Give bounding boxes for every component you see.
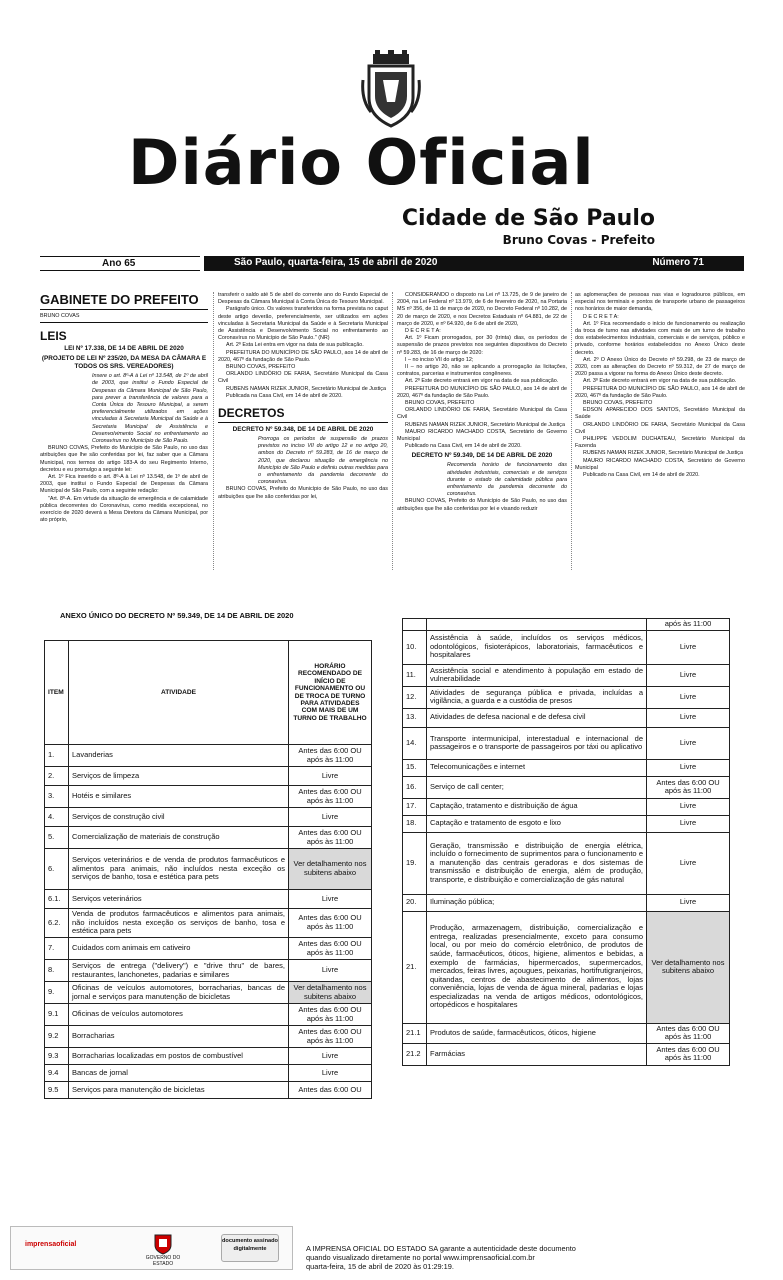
table-row [45, 909, 372, 938]
col-header-schedule: HORÁRIO RECOMENDADO DE INÍCIO DE FUNCIONAMENTO OU DE TROCA DE TURNO PARA ATIVIDADES COM MAIS DE UM TURNO DE TRABALHO [289, 641, 372, 745]
item-cell: 13. [403, 708, 427, 727]
activity-cell: Borracharias [69, 1026, 289, 1048]
paragraph: RUBENS NAMAN RIZEK JUNIOR, Secretário Municipal de Justiça [226, 385, 386, 392]
paragraph: PREFEITURA DO MUNICÍPIO DE SÃO PAULO, aos 14 de abril de 2020, 467º da fundação de São Paulo. [397, 385, 567, 399]
activity-cell: Atividades de segurança pública e privada, incluídas a vigilância, a guarda e a custódia de presos [427, 686, 647, 708]
paragraph: "Art. 8º-A. Em virtude da situação de emergência e de calamidade pública decorrentes do Coronavírus, como medida excepcional, no exercício de 2020 deverá a Mesa Diretora da Câmara Municipal, por ato próprio, [40, 495, 208, 524]
table-row [403, 1043, 730, 1065]
paragraph: Art. 1º Fica recomendado o início de funcionamento ou realização da troca de turno nas atividades com mais de um turno de trabalho dos estabelecimentos industriais, comerciais e de serviços, público e privado, conforme horários estabelecidos no Anexo Único deste decreto. [575, 320, 745, 356]
col-header-item: ITEM [45, 641, 69, 745]
activity-cell: Captação e tratamento de esgoto e lixo [427, 815, 647, 832]
item-cell: 18. [403, 815, 427, 832]
paragraph: as aglomerações de pessoas nas vias e logradouros públicos, em especial nos terminais e pontos de transporte urbano de passageiros nos horários de maior demanda, [575, 292, 745, 313]
col-header-activity: ATIVIDADE [69, 641, 289, 745]
item-cell: 9.5 [45, 1082, 69, 1099]
schedule-cell: Livre [647, 708, 730, 727]
table-row [403, 776, 730, 798]
item-cell: 12. [403, 686, 427, 708]
authenticity-note: A IMPRENSA OFICIAL DO ESTADO SA garante a autenticidade deste documento quando visualizado diretamente no portal www.imprensaoficial.com.br quarta-feira, 15 de abril de 2020 às 01:29:19. [306, 1244, 576, 1271]
item-cell: 6.1. [45, 890, 69, 909]
item-cell: 11. [403, 664, 427, 686]
schedule-cell: Livre [647, 664, 730, 686]
schedule-cell: Antes das 6:00 OU após às 11:00 [647, 1023, 730, 1043]
schedule-cell: Antes das 6:00 OU após às 11:00 [289, 786, 372, 808]
city-coat-of-arms-icon [361, 50, 421, 130]
schedule-cell: Antes das 6:00 OU após às 11:00 [647, 1043, 730, 1065]
activity-cell: Farmácias [427, 1043, 647, 1065]
item-cell: 4. [45, 808, 69, 827]
table-row [45, 1065, 372, 1082]
item-cell: 14. [403, 727, 427, 759]
item-cell: 9.4 [45, 1065, 69, 1082]
activity-cell: Borracharias localizadas em postos de combustível [69, 1048, 289, 1065]
issue-date: São Paulo, quarta-feira, 15 de abril de 2020 [234, 257, 438, 268]
paragraph: RUBENS NAMAN RIZEK JUNIOR, Secretário Municipal de Justiça [405, 421, 565, 428]
law-summary: Insere o art. 8º-A à Lei nº 13.548, de 1º de abril de 2003, que institui o Fundo Especial de Despesas da Câmara Municipal de São Paulo, para prever a transferência de valores para a Conta Única do Tesouro Municipal, a serem preferencialmente utilizados em ações vinculadas à Secretaria Municipal da Saúde e à Secretaria Municipal de Assistência e Desenvolvimento Social no enfrentamento ao Coronavírus no Município de São Paulo. [92, 373, 208, 445]
schedule-cell: Antes das 6:00 OU após às 11:00 [289, 1026, 372, 1048]
activity-cell: Comercialização de materiais de construção [69, 827, 289, 849]
schedule-cell: Livre [289, 1048, 372, 1065]
activity-cell: Produção, armazenagem, distribuição, comercialização e entrega, realizadas presencialmente, exceto para consumo local, ou por meio do comércio eletrônico, de produtos de saúde, farmacêuticos, óticos, higiene, alimentos e bebidas, a exemplo de farmácias, hipermercados, supermercados, mercados, feiras livres, açougues, peixarias, hortifrutigranjeiros, quitandas, centros de abastecimento de alimentos, lojas conveniência, lojas de venda de água mineral, padarias e lojas especializadas na venda de artigos médicos, odontológicos, ortopédicos e hospitalares [427, 911, 647, 1023]
schedule-cell: Livre [289, 808, 372, 827]
schedule-cell: Antes das 6:00 OU após às 11:00 [289, 938, 372, 960]
schedule-cell: Livre [289, 960, 372, 982]
item-cell: 20. [403, 894, 427, 911]
paragraph: ORLANDO LINDÓRIO DE FARIA, Secretário Municipal da Casa Civil [575, 421, 745, 435]
annex-table-right [402, 618, 730, 1066]
table-row [45, 827, 372, 849]
activity-cell: Serviços para manutenção de bicicletas [69, 1082, 289, 1099]
item-cell: 9. [45, 982, 69, 1004]
schedule-cell: após às 11:00 [647, 619, 730, 631]
item-cell: 9.1 [45, 1004, 69, 1026]
item-cell: 6. [45, 849, 69, 890]
column-3 [397, 292, 567, 513]
paragraph: transferir o saldo até 5 de abril do corrente ano do Fundo Especial de Despesas da Câmara Municipal à Conta Única do Tesouro Municipal. [218, 292, 388, 306]
activity-cell: Telecomunicações e internet [427, 759, 647, 776]
digital-signature-stamp: documento assinado digitalmente [221, 1234, 279, 1262]
imprensa-oficial-logo: imprensaoficial [25, 1241, 77, 1248]
item-cell: 17. [403, 798, 427, 815]
paragraph: Art. 1º Fica inserido o art. 8º-A à Lei nº 13.548, de 1º de abril de 2003, que institui o Fundo Especial de Despesas da Câmara Municipal de São Paulo, com a seguinte redação: [40, 474, 208, 495]
paragraph: Art. 2º O Anexo Único do Decreto nº 59.298, de 23 de março de 2020, com as alterações do Decreto nº 59.312, de 27 de março de 2020 passa a vigorar na forma do Anexo Único deste decreto. [575, 356, 745, 378]
issue-number: Número 71 [652, 257, 704, 268]
paragraph: Art. 1º Ficam prorrogados, por 30 (trinta) dias, os períodos de suspensão de prazos previstos nos seguintes dispositivos do Decreto nº 59.283, de 16 de março de 2020: [397, 335, 567, 356]
item-cell: 21. [403, 911, 427, 1023]
schedule-cell: Ver detalhamento nos subitens abaixo [289, 982, 372, 1004]
table-row [45, 1082, 372, 1099]
schedule-cell: Livre [647, 630, 730, 664]
schedule-cell: Livre [647, 759, 730, 776]
paragraph: BRUNO COVAS, Prefeito do Município de São Paulo, no uso das atribuições que lhe são conferidas por lei, [218, 486, 388, 500]
table-row [403, 708, 730, 727]
annex-table-left [44, 640, 372, 1099]
item-cell: 21.2 [403, 1043, 427, 1065]
paragraph: CONSIDERANDO o disposto na Lei nº 13.725, de 9 de janeiro de 2004, na Lei Federal nº 13.979, de 6 de fevereiro de 2020, na Portaria MS nº 356, de 11 de março de 2020, no Decreto Federal nº 10.282, de 20 de março de 2020, e nos Decretos Estaduais nº 64.881, de 22 de março de 2020, e nº 64.920, de 6 de abril de 2020, [397, 292, 567, 327]
item-cell: 15. [403, 759, 427, 776]
activity-cell: Oficinas de veículos automotores [69, 1004, 289, 1026]
schedule-cell: Livre [647, 798, 730, 815]
item-cell: 9.2 [45, 1026, 69, 1048]
activity-cell: Serviços de entrega ("delivery") e "drive thru" de bares, restaurantes, lanchonetes, padarias e similares [69, 960, 289, 982]
paragraph: BRUNO COVAS, PREFEITO [405, 400, 475, 407]
table-row [403, 686, 730, 708]
table-row [45, 1048, 372, 1065]
activity-cell: Lavanderias [69, 745, 289, 767]
table-row [45, 1004, 372, 1026]
table-row [403, 798, 730, 815]
decree-title: DECRETO Nº 59.349, DE 14 DE ABRIL DE 2020 [411, 452, 553, 460]
schedule-cell: Antes das 6:00 OU após às 11:00 [289, 1004, 372, 1026]
item-cell: 10. [403, 630, 427, 664]
activity-cell: Assistência social e atendimento à população em estado de vulnerabilidade [427, 664, 647, 686]
table-row [403, 832, 730, 894]
schedule-cell: Antes das 6:00 OU [289, 1082, 372, 1099]
paragraph: EDSON APARECIDO DOS SANTOS, Secretário Municipal da Saúde [575, 407, 745, 421]
activity-cell: Bancas de jornal [69, 1065, 289, 1082]
table-row [45, 745, 372, 767]
item-cell: 2. [45, 767, 69, 786]
activity-cell: Serviços de construção civil [69, 808, 289, 827]
schedule-cell: Ver detalhamento nos subitens abaixo [647, 911, 730, 1023]
activity-cell: Venda de produtos farmacêuticos e alimentos para animais, não incluídos nesta exceção os serviços de banho, tosa e estética para pets [69, 909, 289, 938]
decree-summary: Prorroga os períodos de suspensão de prazos previstos no inciso VII do artigo 12 e no artigo 20, ambos do Decreto nº 59.283, de 16 de março de 2020, que declarou situação de emergência no Município de São Paulo e definiu outras medidas para o enfrentamento da pandemia decorrente do coronavírus. [258, 436, 388, 486]
activity-cell: Produtos de saúde, farmacêuticos, óticos, higiene [427, 1023, 647, 1043]
table-row [45, 982, 372, 1004]
item-cell: 6.2. [45, 909, 69, 938]
table-row [403, 1023, 730, 1043]
table-row [45, 808, 372, 827]
schedule-cell: Antes das 6:00 OU após às 11:00 [647, 776, 730, 798]
paragraph: D E C R E T A: [583, 313, 619, 320]
activity-cell: Geração, transmissão e distribuição de energia elétrica, incluído o fornecimento de suprimentos para o funcionamento e a manutenção das centrais geradoras e dos sistemas de transmissão e distribuição de energia, além de produção, transporte, e distribuição e comercialização de gás natural [427, 832, 647, 894]
column-1 [40, 292, 208, 524]
table-row [403, 664, 730, 686]
column-4 [575, 292, 745, 479]
schedule-cell: Livre [289, 767, 372, 786]
activity-cell: Hotéis e similares [69, 786, 289, 808]
paragraph: ORLANDO LINDÓRIO DE FARIA, Secretário Municipal da Casa Civil [218, 371, 388, 385]
paragraph: PREFEITURA DO MUNICÍPIO DE SÃO PAULO, aos 14 de abril de 2020, 467º da fundação de São Paulo. [575, 385, 745, 399]
paragraph: II – no artigo 20, não se aplicando a prorrogação às licitações, contratos, parcerias e instrumentos congêneres. [397, 364, 567, 378]
section-heading: GABINETE DO PREFEITO [40, 292, 199, 307]
schedule-cell: Livre [289, 1065, 372, 1082]
item-cell: 7. [45, 938, 69, 960]
schedule-cell: Livre [647, 727, 730, 759]
table-row [403, 630, 730, 664]
activity-cell: Serviços veterinários e de venda de produtos farmacêuticos e alimentos para animais, não incluídos nesta exceção os serviços de banho, tosa e estética para pets [69, 849, 289, 890]
activity-cell: Atividades de defesa nacional e de defesa civil [427, 708, 647, 727]
item-cell: 8. [45, 960, 69, 982]
item-cell: 5. [45, 827, 69, 849]
table-row [45, 960, 372, 982]
table-row [45, 786, 372, 808]
paragraph: ORLANDO LINDÓRIO DE FARIA, Secretário Municipal da Casa Civil [397, 407, 567, 421]
section-person: BRUNO COVAS [40, 313, 80, 319]
schedule-cell: Antes das 6:00 OU após às 11:00 [289, 745, 372, 767]
subsection-heading: DECRETOS [218, 406, 285, 421]
activity-cell: Assistência à saúde, incluídos os serviços médicos, odontológicos, fisioterápicos, laboratoriais, farmacêuticos e hospitalares [427, 630, 647, 664]
paragraph: Publicada na Casa Civil, em 14 de abril de 2020. [226, 392, 343, 399]
paragraph: PHILIPPE VEDOLIM DUCHATEAU, Secretário Municipal da Fazenda [575, 436, 745, 450]
table-row [45, 849, 372, 890]
schedule-cell: Antes das 6:00 OU após às 11:00 [289, 909, 372, 938]
item-cell: 16. [403, 776, 427, 798]
activity-cell: Iluminação pública; [427, 894, 647, 911]
activity-cell: Captação, tratamento e distribuição de água [427, 798, 647, 815]
table-row [403, 894, 730, 911]
activity-cell: Cuidados com animais em cativeiro [69, 938, 289, 960]
activity-cell: Serviços de limpeza [69, 767, 289, 786]
paragraph: MAURO RICARDO MACHADO COSTA, Secretário de Governo Municipal [575, 457, 745, 471]
decree-title: DECRETO Nº 59.348, DE 14 DE ABRIL DE 2020 [232, 426, 374, 434]
issue-year: Ano 65 [102, 258, 136, 269]
paragraph: BRUNO COVAS, Prefeito do Município de São Paulo, no uso das atribuições que lhe são conferidas por lei e visando reduzir [397, 498, 567, 512]
table-row [403, 759, 730, 776]
table-row [45, 767, 372, 786]
table-row [403, 727, 730, 759]
activity-cell: Serviços veterinários [69, 890, 289, 909]
schedule-cell: Livre [647, 815, 730, 832]
paragraph: RUBENS NAMAN RIZEK JUNIOR, Secretário Municipal de Justiça [583, 450, 743, 457]
item-cell: 3. [45, 786, 69, 808]
paragraph: BRUNO COVAS, PREFEITO [583, 400, 653, 407]
schedule-cell: Livre [647, 832, 730, 894]
state-government-logo: GOVERNO DO ESTADO [137, 1233, 189, 1267]
item-cell: 9.3 [45, 1048, 69, 1065]
table-row [403, 815, 730, 832]
annex-title: ANEXO ÚNICO DO DECRETO Nº 59.349, DE 14 DE ABRIL DE 2020 [60, 611, 294, 620]
paragraph: Art. 3º Este decreto entrará em vigor na data de sua publicação. [583, 378, 737, 385]
table-row [45, 1026, 372, 1048]
paragraph: Publicado na Casa Civil, em 14 de abril de 2020. [583, 472, 700, 479]
table-row [403, 911, 730, 1023]
state-crest-icon [153, 1233, 173, 1255]
paragraph: MAURO RICARDO MACHADO COSTA, Secretário de Governo Municipal [397, 428, 567, 443]
activity-cell: Transporte intermunicipal, interestadual e internacional de passageiros e o transporte de passageiros por táxi ou aplicativo [427, 727, 647, 759]
paragraph: I – no inciso VII do artigo 12; [405, 356, 474, 363]
paragraph: Publicado na Casa Civil, em 14 de abril de 2020. [405, 443, 522, 450]
activity-cell: Oficinas de veículos automotores, borracharias, bancas de jornal e serviços para manutenção de bicicletas [69, 982, 289, 1004]
paragraph: Parágrafo único. Os valores transferidos na forma prevista no caput deste artigo deverão, preferencialmente, ser utilizados em ações vinculadas à Secretaria Municipal da Saúde e à Secretaria Municipal de Assistência e Desenvolvimento Social no enfrentamento ao Coronavírus no Município de São Paulo." (NR) [218, 306, 388, 342]
item-cell: 21.1 [403, 1023, 427, 1043]
schedule-cell: Livre [647, 894, 730, 911]
paragraph: BRUNO COVAS, Prefeito do Município de São Paulo, no uso das atribuições que lhe são conferidas por lei, faz saber que a Câmara Municipal, nos termos do artigo 183-A do seu Regimento Interno, decretou e eu promulgo a seguinte lei: [40, 445, 208, 473]
schedule-cell: Ver detalhamento nos subitens abaixo [289, 849, 372, 890]
paragraph: PREFEITURA DO MUNICÍPIO DE SÃO PAULO, aos 14 de abril de 2020, 467º da fundação de São Paulo. [218, 349, 388, 363]
paragraph: Art. 2º Esta Lei entra em vigor na data de sua publicação. [226, 342, 364, 349]
table-row [45, 890, 372, 909]
law-project: (PROJETO DE LEI Nº 235/20, DA MESA DA CÂMARA E TODOS OS SRS. VEREADORES) [41, 355, 207, 371]
subsection-heading: LEIS [40, 329, 67, 344]
item-cell: 19. [403, 832, 427, 894]
decree-summary: Recomenda horário de funcionamento das atividades industriais, comerciais e de serviços durante o estado de calamidade pública para enfrentamento da pandemia decorrente do coronavírus. [447, 462, 567, 498]
activity-cell: Serviço de call center; [427, 776, 647, 798]
paragraph: Art. 2º Este decreto entrará em vigor na data de sua publicação. [405, 378, 559, 385]
paragraph: D E C R E T A: [405, 328, 441, 335]
city-name: Cidade de São Paulo [401, 206, 655, 231]
paragraph: BRUNO COVAS, PREFEITO [226, 364, 296, 371]
law-title: LEI Nº 17.338, DE 14 DE ABRIL DE 2020 [64, 345, 184, 353]
schedule-cell: Livre [647, 686, 730, 708]
table-row [45, 938, 372, 960]
column-2 [218, 292, 388, 501]
footer-logos [10, 1226, 293, 1270]
masthead-title: Diário Oficial [128, 126, 595, 199]
mayor-name: Bruno Covas - Prefeito [502, 233, 655, 247]
schedule-cell: Livre [289, 890, 372, 909]
item-cell: 1. [45, 745, 69, 767]
schedule-cell: Antes das 6:00 OU após às 11:00 [289, 827, 372, 849]
issue-info-bar [40, 256, 744, 271]
